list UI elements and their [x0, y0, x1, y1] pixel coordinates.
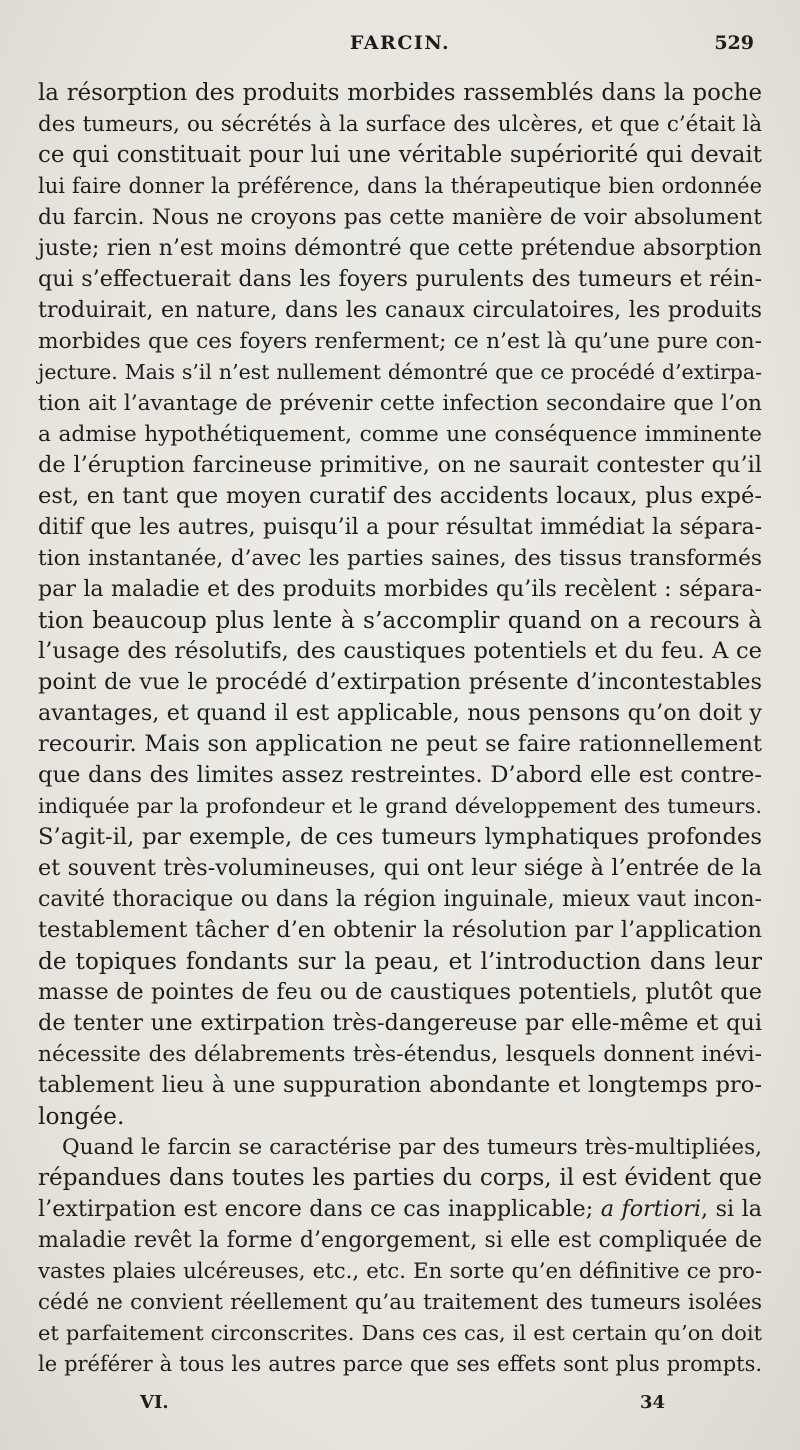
text-line: la résorption des produits morbides rassemblés dans la poche	[38, 80, 762, 106]
text-line: et souvent très-volumineuses, qui ont leur siége à l’entrée de la	[38, 855, 762, 881]
text-line: de topiques fondants sur la peau, et l’introduction dans leur	[38, 948, 762, 975]
text-line: troduirait, en nature, dans les canaux circulatoires, les produits	[38, 297, 762, 323]
page-number: 529	[714, 32, 754, 54]
text-line: masse de pointes de feu ou de caustiques potentiels, plutôt que	[38, 979, 762, 1005]
page-footer	[0, 1392, 800, 1422]
text-line: vastes plaies ulcéreuses, etc., etc. En sorte qu’en définitive ce pro-	[38, 1259, 762, 1284]
text-line: des tumeurs, ou sécrétés à la surface des ulcères, et que c’était là	[38, 112, 762, 137]
text-line: répandues dans toutes les parties du corps, il est évident que	[38, 1165, 762, 1191]
text-line: tablement lieu à une suppuration abondante et longtemps pro-	[38, 1072, 762, 1098]
running-head	[0, 32, 800, 60]
text-line: qui s’effectuerait dans les foyers purulents des tumeurs et réin-	[38, 266, 762, 292]
body-text	[38, 78, 762, 1380]
text-line: jecture. Mais s’il n’est nullement démontré que ce procédé d’extirpa-	[38, 360, 762, 384]
text-line: de tenter une extirpation très-dangereuse par elle-même et qui	[38, 1010, 762, 1036]
text-line: de l’éruption farcineuse primitive, on ne saurait contester qu’il	[38, 452, 762, 478]
text-line: morbides que ces foyers renferment; ce n’est là qu’une pure con-	[38, 329, 762, 354]
text-fragment: , si la	[701, 1196, 762, 1222]
text-line: tion instantanée, d’avec les parties saines, des tissus transformés	[38, 546, 762, 571]
paragraph-first-line: Quand le farcin se caractérise par des tumeurs très-multipliées,	[62, 1135, 762, 1160]
text-fragment: l’extirpation est encore dans ce cas inapplicable;	[38, 1196, 601, 1222]
text-line: ditif que les autres, puisqu’il a pour résultat immédiat la sépara-	[38, 515, 762, 540]
text-line: tion beaucoup plus lente à s’accomplir quand on a recours à	[38, 607, 762, 634]
text-line: maladie revêt la forme d’engorgement, si elle est compliquée de	[38, 1228, 762, 1253]
text-line: longée.	[38, 1103, 125, 1130]
text-line: point de vue le procédé d’extirpation présente d’incontestables	[38, 669, 762, 695]
text-line: par la maladie et des produits morbides qu’ils recèlent : sépara-	[38, 576, 762, 602]
text-line: et parfaitement circonscrites. Dans ces cas, il est certain qu’on doit	[38, 1321, 762, 1345]
text-line: avantages, et quand il est applicable, nous pensons qu’on doit y	[38, 700, 762, 726]
text-line: testablement tâcher d’en obtenir la résolution par l’application	[38, 917, 762, 943]
text-line: nécessite des délabrements très-étendus, lesquels donnent inévi-	[38, 1042, 762, 1067]
text-line: tion ait l’avantage de prévenir cette infection secondaire que l’on	[38, 391, 762, 416]
text-line: cavité thoracique ou dans la région inguinale, mieux vaut incon-	[38, 887, 762, 912]
text-line: indiquée par la profondeur et le grand développement des tumeurs.	[38, 794, 762, 818]
text-line: recourir. Mais son application ne peut se faire rationnellement	[38, 731, 762, 757]
text-line: que dans des limites assez restreintes. D’abord elle est contre-	[38, 762, 762, 788]
signature-mark: VI.	[140, 1392, 169, 1413]
text-line: l’usage des résolutifs, des caustiques potentiels et du feu. A ce	[38, 638, 762, 664]
text-line: est, en tant que moyen curatif des accidents locaux, plus expé-	[38, 483, 762, 509]
running-title: FARCIN.	[349, 32, 451, 54]
text-line: juste; rien n’est moins démontré que cette prétendue absorption	[38, 236, 762, 261]
text-line: du farcin. Nous ne croyons pas cette manière de voir absolument	[38, 205, 762, 230]
text-line: cédé ne convient réellement qu’au traitement des tumeurs isolées	[38, 1290, 762, 1315]
text-line: lui faire donner la préférence, dans la thérapeutique bien ordonnée	[38, 174, 762, 198]
sheet-number: 34	[640, 1392, 666, 1413]
text-line: a admise hypothétiquement, comme une conséquence imminente	[38, 422, 762, 447]
text-line: le préférer à tous les autres parce que ses effets sont plus prompts.	[38, 1352, 762, 1376]
text-line	[38, 1194, 762, 1225]
italic-phrase: a fortiori	[600, 1196, 702, 1222]
text-line: S’agit-il, par exemple, de ces tumeurs lymphatiques profondes	[38, 824, 762, 850]
text-line: ce qui constituait pour lui une véritable supériorité qui devait	[38, 142, 762, 168]
